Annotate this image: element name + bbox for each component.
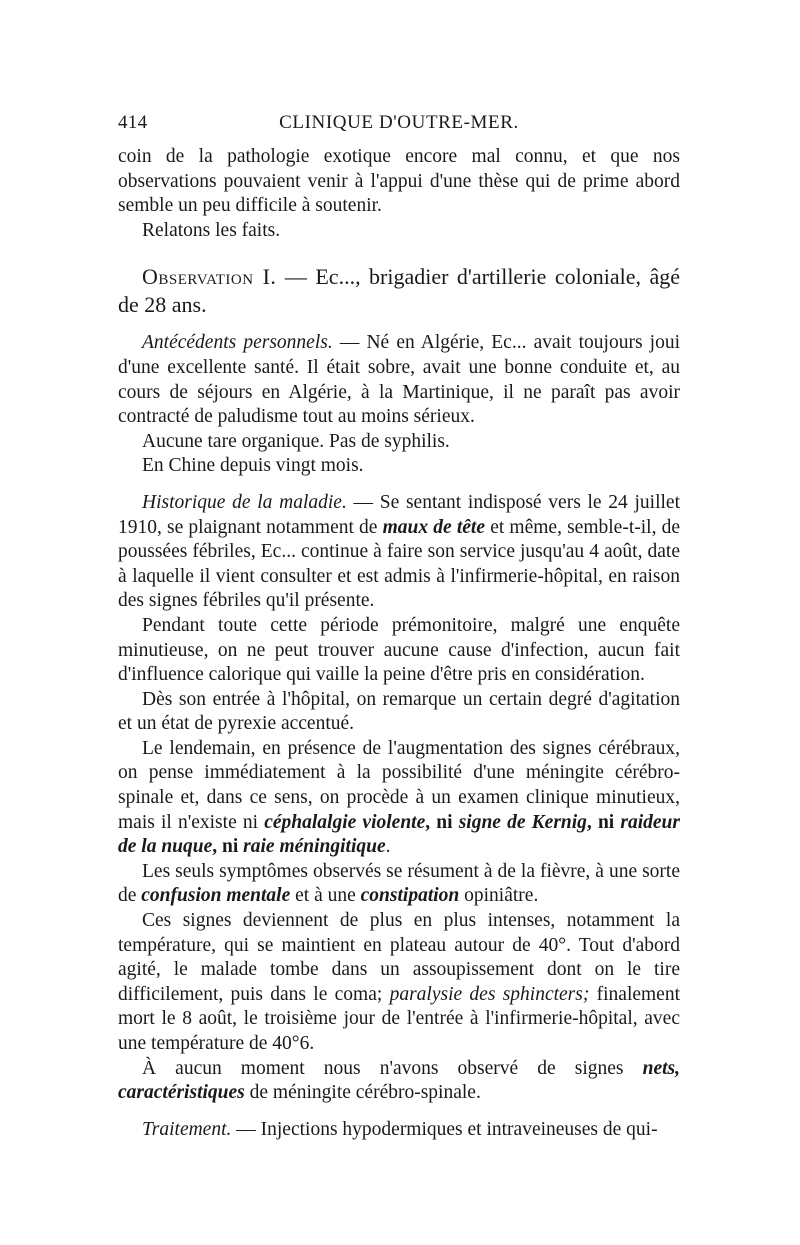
historique-paragraph-5	[118, 860, 680, 909]
emphasis-paralysie: paralysie des sphincters;	[389, 983, 590, 1005]
observation-label: Observation I.	[142, 264, 277, 290]
historique-text: et même, semble-t-il, de poussées fébriles, Ec... continue à faire son service jusqu'au 4 août, date à laquelle il vient consulter et est admis à l'infirmerie-hôpital, en raison des signes fébriles qu'il présente.	[118, 516, 681, 612]
emphasis-caracteristiques: nets, caractéristiques	[118, 1057, 681, 1104]
emphasis-confusion: confusion mentale	[141, 885, 291, 907]
spacer	[118, 319, 680, 331]
historique-paragraph-2: Pendant toute cette période prémonitoire, malgré une enquête minutieuse, on ne peut trouver aucune cause d'infection, aucun fait d'influence calorique qui vaille la peine d'être pris en considération.	[118, 614, 680, 686]
antecedents-heading: Antécédents personnels.	[142, 332, 333, 354]
emphasis-raideur: raideur de la nuque	[118, 811, 680, 858]
spacer	[118, 243, 680, 263]
traitement-paragraph	[118, 1118, 680, 1143]
traitement-text: — Injections hypodermiques et intraveineuses de qui-	[236, 1118, 658, 1140]
observation-text: — Ec..., brigadier d'artillerie coloniale, âgé de 28 ans.	[118, 264, 681, 318]
antecedents-line-2: Aucune tare organique. Pas de syphilis.	[142, 430, 450, 452]
antecedents-text: — Né en Algérie, Ec... avait toujours joui d'une excellente santé. Il était sobre, avait une bonne conduite et, au cours de séjours en Algérie, à la Martinique, il ne paraît pas avoir contracté de paludisme tout au moins sérieux.	[118, 332, 680, 428]
emphasis-cephalalgie: céphalalgie violente	[264, 811, 426, 833]
observation-heading	[118, 263, 680, 319]
separator: , ni	[425, 811, 453, 833]
emphasis-kernig: signe de Kernig	[458, 811, 587, 833]
separator: , ni	[212, 836, 239, 858]
page-body	[118, 145, 680, 1142]
historique-paragraph-4	[118, 737, 680, 860]
intro-relatons: Relatons les faits.	[142, 219, 281, 241]
spacer	[118, 1106, 680, 1118]
separator: , ni	[586, 811, 615, 833]
historique-text: Ces signes deviennent de plus en plus intenses, notamment la température, qui se maintient en plateau autour de 40°. Tout d'abord agité, le malade tombe dans un assoupissement dont on le tire difficilement, puis dans le coma;	[118, 910, 680, 1005]
intro-continuation: coin de la pathologie exotique encore mal connu, et que nos observations pouvaient venir à l'appui d'une thèse qui de prime abord semble un peu difficile à soutenir.	[118, 146, 680, 217]
historique-text: — Se sentant indisposé vers le 24 juillet 1910, se plaignant notamment de	[118, 491, 680, 538]
historique-text: Le lendemain, en présence de l'augmentation des signes cérébraux, on pense immédiatement à la possibilité d'une méningite cérébro-spinale et, dans ce sens, on procède à un examen clinique minutieux, mais il n'existe ni	[118, 737, 680, 833]
historique-paragraph-7	[118, 1057, 680, 1106]
antecedents-paragraph	[118, 331, 680, 429]
historique-text: et à une	[295, 885, 356, 907]
historique-text: opiniâtre.	[464, 885, 539, 907]
running-title: CLINIQUE D'OUTRE-MER.	[279, 112, 519, 133]
period: .	[385, 836, 391, 858]
emphasis-maux-de-tete: maux de tête	[382, 516, 486, 538]
page-number: 414	[118, 112, 148, 133]
historique-text: finalement mort le 8 août, le troisième jour de l'entrée à l'infirmerie-hôpital, avec une température de 40°6.	[118, 983, 681, 1054]
historique-text: Les seuls symptômes observés se résument à de la fièvre, à une sorte de	[118, 860, 680, 907]
historique-paragraph-6	[118, 909, 680, 1057]
historique-paragraph-3: Dès son entrée à l'hôpital, on remarque un certain degré d'agitation et un état de pyrexie accentué.	[118, 688, 680, 735]
traitement-heading: Traitement.	[142, 1118, 232, 1140]
running-header	[118, 112, 680, 140]
spacer	[118, 479, 680, 491]
historique-text: de méningite cérébro-spinale.	[249, 1082, 481, 1104]
emphasis-constipation: constipation	[360, 885, 460, 907]
historique-text: À aucun moment nous n'avons observé de signes	[142, 1057, 624, 1079]
emphasis-raie: raie méningitique	[243, 836, 386, 858]
antecedents-line-3: En Chine depuis vingt mois.	[142, 455, 364, 477]
historique-heading: Historique de la maladie.	[142, 491, 347, 513]
historique-paragraph-1	[118, 491, 680, 614]
